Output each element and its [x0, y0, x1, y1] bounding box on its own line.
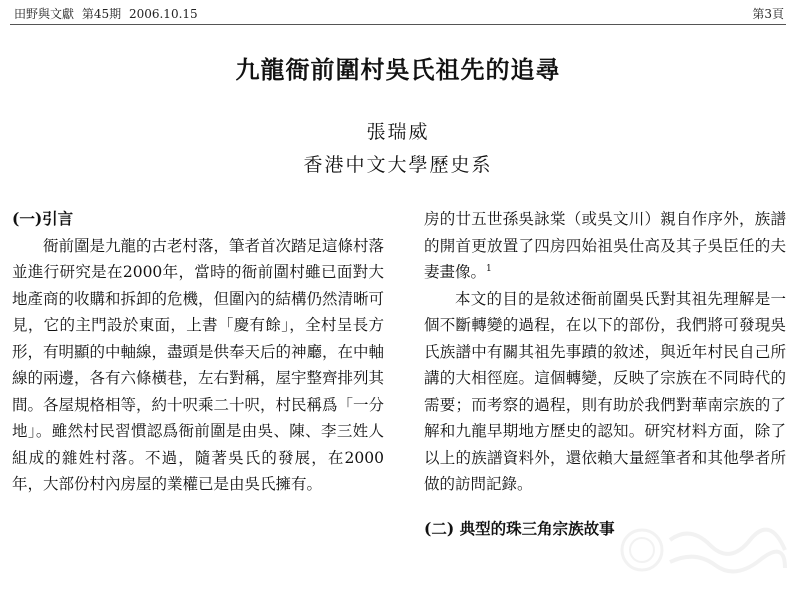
section-heading-intro: (一)引言: [12, 209, 74, 228]
footnote-marker[interactable]: 1: [486, 263, 492, 274]
continued-paragraph-text: 房的廿五世孫吳詠棠（或吳文川）親自作序外，族譜的開首更放置了四房四始祖吳仕高及其子吳臣任的夫妻畫像。: [424, 210, 786, 281]
page-header: [14, 3, 784, 23]
article-title: 九龍衙前圍村吳氏祖先的追尋: [235, 55, 561, 84]
page-number: 第3頁: [752, 7, 784, 21]
author-name: 張瑞威: [366, 121, 430, 143]
intro-paragraph: 衙前圍是九龍的古老村落，筆者首次踏足這條村落並進行研究是在2000年，當時的衙前圍村雖已面對大地產商的收購和拆卸的危機，但圍內的結構仍然清晰可見，它的主門設於東面，上書「慶有餘」，全村呈長方形，有明顯的中軸線，盡頭是供奉天后的神廳，在中軸線的兩邊，各有六條橫巷，左右對稱，屋宇整齊排列其間。各屋規格相等，約十呎乘二十呎，村民稱爲「一分地」。雖然村民習慣認爲衙前圍是由吳、陳、李三姓人組成的雜姓村落。不過，隨著吳氏的發展，在2000年，大部份村內房屋的業權已是由吳氏擁有。: [12, 236, 385, 493]
purpose-paragraph: 本文的目的是敘述衙前圍吳氏對其祖先理解是一個不斷轉變的過程，在以下的部份，我們將可發現吳氏族譜中有關其祖先事蹟的敘述，與近年村民自己所講的大相徑庭。這個轉變，反映了宗族在不同時代的需要；而考察的過程，則有助於我們對華南宗族的了解和九龍早期地方歷史的認知。研究材料方面，除了以上的族譜資料外，還依賴大量經筆者和其他學者所做的訪問記錄。: [424, 289, 786, 493]
header-divider: [10, 24, 786, 25]
watermark-seal: [620, 520, 790, 580]
left-column: [12, 206, 384, 498]
continued-paragraph: [424, 206, 786, 286]
section-heading-case: (二) 典型的珠三角宗族故事: [424, 518, 615, 538]
issue-number: 第45期: [81, 7, 122, 21]
journal-info: [14, 5, 198, 22]
right-column: [424, 206, 786, 542]
issue-date: 2006.10.15: [128, 7, 198, 21]
author-affiliation: 香港中文大學歷史系: [303, 154, 493, 176]
journal-name: 田野與文獻: [14, 7, 75, 21]
